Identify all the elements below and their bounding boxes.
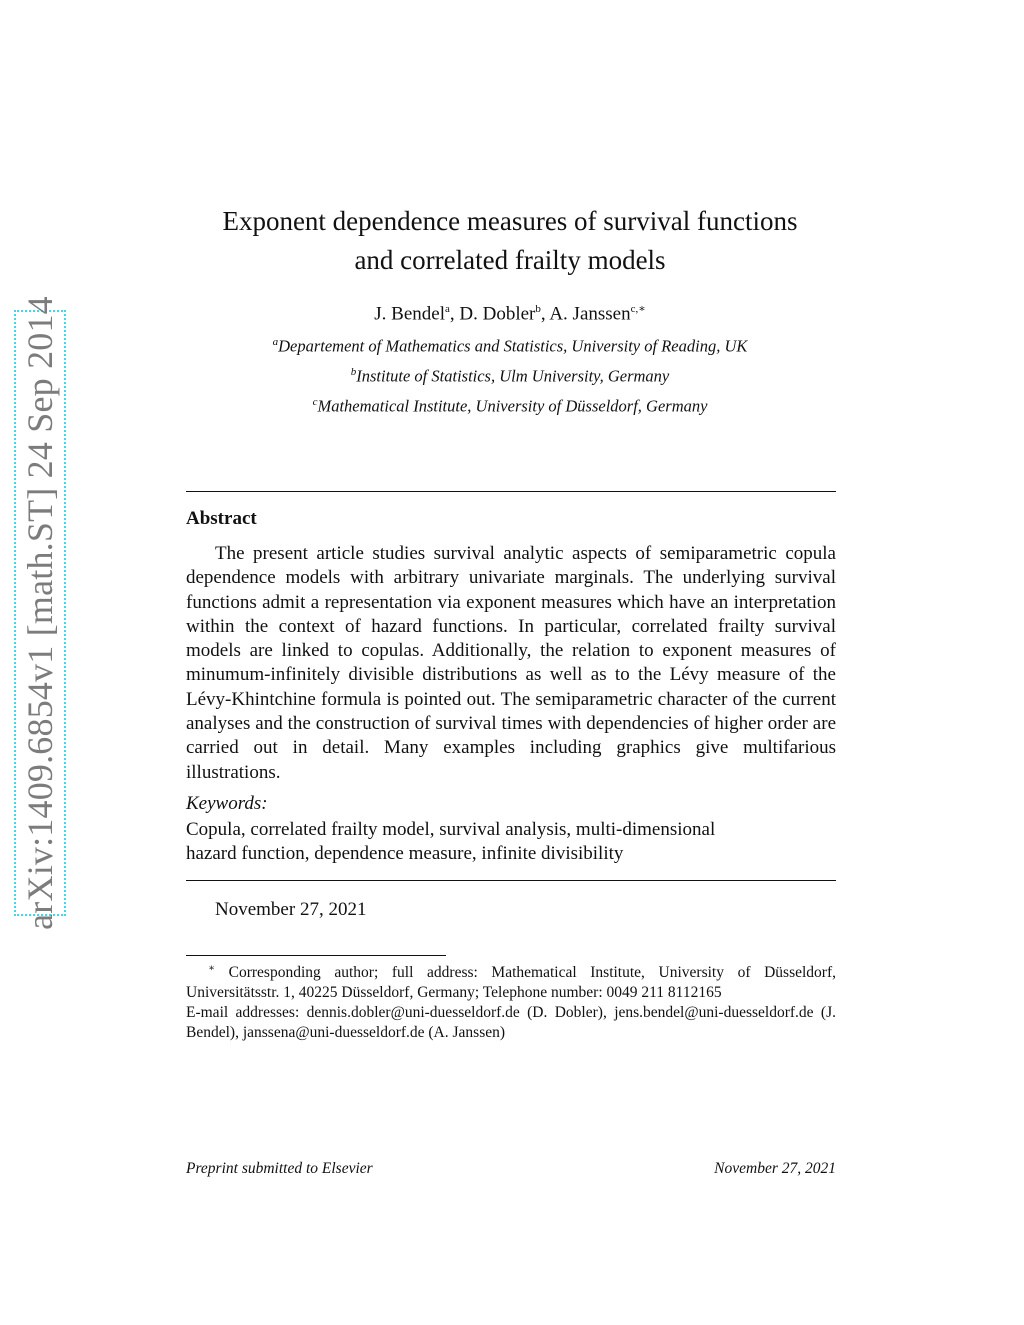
- footnote-corresponding-author: Corresponding author; full address: Mathematical Institute, University of Düsseldorf, Universitätsstr. 1, 40225 Düsseldorf, Germany; Telephone number: 0049 211 8112165: [186, 964, 837, 1001]
- author-affil-mark: a: [445, 303, 450, 315]
- arxiv-sidebar: [14, 296, 66, 930]
- author-name: A. Janssen: [549, 303, 631, 325]
- affiliation: [180, 366, 840, 387]
- author-affil-mark: c,∗: [630, 303, 646, 315]
- abstract-top-rule: [186, 491, 836, 492]
- affiliation-mark: b: [350, 366, 357, 378]
- footnote: [186, 959, 836, 1042]
- affiliation-text: Departement of Mathematics and Statistics, University of Reading, UK: [278, 336, 748, 356]
- title-line-1: Exponent dependence measures of survival functions: [222, 206, 798, 236]
- arxiv-identifier[interactable]: arXiv:1409.6854v1 [math.ST] 24 Sep 2014: [20, 296, 60, 930]
- abstract-heading: Abstract: [186, 508, 257, 529]
- footnote-email-addresses: E-mail addresses: dennis.dobler@uni-duesseldorf.de (D. Dobler), jens.bendel@uni-duesseldorf.de (J. Bendel), janssena@uni-duesseldorf.de (A. Janssen): [186, 1003, 836, 1041]
- paper-title: [180, 202, 840, 280]
- affiliation: [180, 336, 840, 357]
- author-name: D. Dobler: [459, 303, 536, 325]
- preprint-date: November 27, 2021: [215, 899, 367, 920]
- affiliation: [180, 396, 840, 417]
- keywords-line-2: hazard function, dependence measure, infinite divisibility: [186, 843, 624, 865]
- footnote-star: ∗: [208, 963, 215, 974]
- author-list: J. Bendel$^a$, D. Dobler$^b$, A. Janssen$^{c,∗}$: [374, 303, 646, 325]
- keywords-list: [186, 818, 836, 867]
- author-affil-mark: b: [535, 303, 541, 315]
- affiliation-text: Mathematical Institute, University of Düsseldorf, Germany: [317, 396, 708, 416]
- footer-date: November 27, 2021: [714, 1160, 836, 1177]
- title-line-2: and correlated frailty models: [354, 245, 666, 275]
- keywords-line-1: Copula, correlated frailty model, survival analysis, multi-dimensional: [186, 819, 716, 840]
- footer-preprint-note: Preprint submitted to Elsevier: [186, 1160, 373, 1177]
- abstract-bottom-rule: [186, 880, 836, 881]
- keywords-label: Keywords:: [186, 793, 268, 814]
- affiliation-mark: c: [312, 396, 318, 408]
- abstract-body: The present article studies survival analytic aspects of semiparametric copula dependence models with arbitrary univariate marginals. The underlying survival functions admit a representation via exponent measures which have an interpretation within the context of hazard functions. In particular, correlated frailty survival models are linked to copulas. Additionally, the relation to exponent measures of minumum-infinitely divisible distributions as well as to the Lévy measure of the Lévy-Khintchine formula is pointed out. The semiparametric character of the current analyses and the construction of survival times with dependencies of higher order are carried out in detail. Many examples including graphics give multifarious illustrations.: [186, 543, 836, 783]
- author-name: J. Bendel: [374, 303, 445, 325]
- footnote-rule: [186, 955, 446, 956]
- affiliation-mark: a: [272, 336, 279, 348]
- affiliation-text: Institute of Statistics, Ulm University, Germany: [356, 366, 670, 386]
